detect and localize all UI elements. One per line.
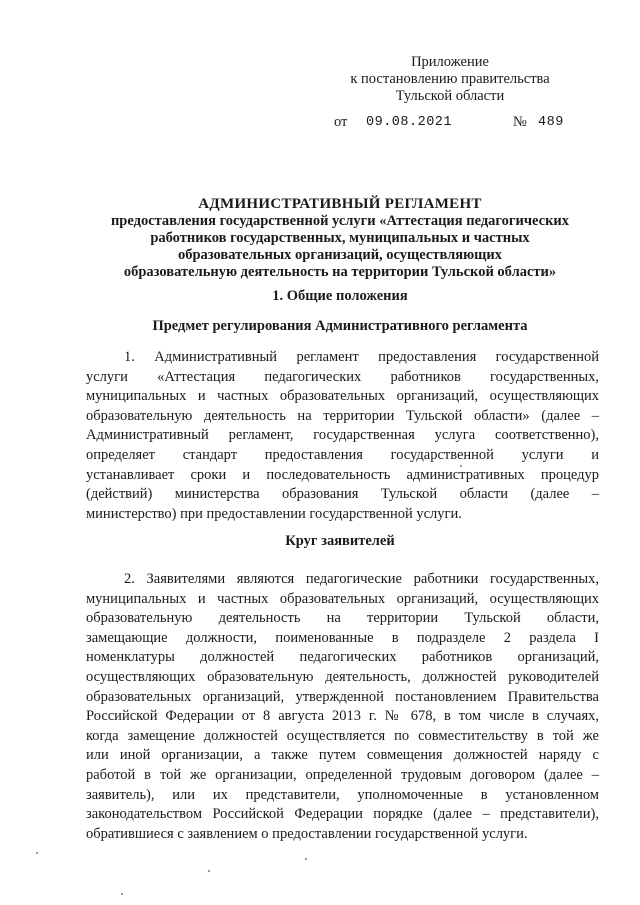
paragraph-line: заявитель), или их представители, уполномоченные в установленном <box>86 786 599 803</box>
regulation-title <box>100 196 580 281</box>
regulation-title-line: образовательных организаций, осуществляющих <box>177 247 502 263</box>
paragraph-line: законодательством Российской Федерации порядке (далее – представители), <box>86 806 599 823</box>
paragraph-line: муниципальных и частных образовательных организаций, осуществляющих <box>86 590 599 607</box>
paragraph-line: (действий) министерства образования Тульской области (далее – <box>86 486 599 503</box>
paragraph-line: устанавливает сроки и последовательность административных процедур <box>86 466 599 483</box>
paragraph-line: 1. Административный регламент предоставления государственной <box>124 349 599 365</box>
paragraph-2 <box>86 570 599 844</box>
paragraph-line: министерство) при предоставлении государственной услуги. <box>86 505 462 522</box>
paragraph-line: или иной организации, а также путем совмещения должностей наряду с <box>86 747 599 764</box>
section-heading-general: 1. Общие положения <box>272 288 408 304</box>
decree-details <box>0 114 640 134</box>
paragraph-line: осуществляющих образовательную деятельность, должностей руководителей <box>86 668 599 685</box>
scan-speck <box>208 870 210 872</box>
regulation-title-line: работников государственных, муниципальных и частных <box>150 230 530 246</box>
paragraph-line: услуги «Аттестация педагогических работников государственных, <box>86 368 599 385</box>
paragraph-line: муниципальных и частных образовательных организаций, осуществляющих <box>86 388 599 405</box>
paragraph-line: 2. Заявителями являются педагогические работники государственных, <box>124 571 599 587</box>
date-prefix: от <box>334 114 348 130</box>
annex-title: Приложение <box>411 54 489 70</box>
paragraph-line: образовательную деятельность на территории Тульской области, <box>86 610 599 627</box>
annex-reference: к постановлению правительства <box>350 71 550 87</box>
number-prefix: № <box>513 114 527 130</box>
paragraph-line: обратившиеся с заявлением о предоставлении государственной услуги. <box>86 825 528 842</box>
annex-region: Тульской области <box>395 88 505 104</box>
regulation-title-line: предоставления государственной услуги «Аттестация педагогических <box>110 213 570 229</box>
regulation-title-line: образовательную деятельность на территории Тульской области» <box>123 264 557 280</box>
regulation-title-main: АДМИНИСТРАТИВНЫЙ РЕГЛАМЕНТ <box>198 196 482 212</box>
decree-number: 489 <box>538 115 564 130</box>
paragraph-line: когда замещение должностей осуществляется по совместительству в той же <box>86 727 599 744</box>
paragraph-1 <box>86 348 599 524</box>
paragraph-line: определяет стандарт предоставления государственной услуги и <box>86 446 599 463</box>
subject-heading: Предмет регулирования Административного регламента <box>152 318 528 334</box>
scan-speck <box>305 858 307 860</box>
paragraph-line: Российской Федерации от 8 августа 2013 г. № 678, в том числе в случаях, <box>86 708 599 725</box>
applicants-heading: Круг заявителей <box>285 533 395 549</box>
annex-block <box>330 54 570 105</box>
decree-date: 09.08.2021 <box>366 115 453 130</box>
scan-speck <box>460 465 462 467</box>
paragraph-line: Административный регламент, государственная услуга соответственно), <box>86 427 599 444</box>
scan-speck <box>121 893 123 895</box>
paragraph-line: номенклатуры должностей педагогических работников организаций, <box>86 649 599 666</box>
scan-speck <box>36 852 38 854</box>
paragraph-line: образовательных организаций, утвержденной постановлением Правительства <box>86 688 599 705</box>
paragraph-line: работой в той же организации, определенной трудовым договором (далее – <box>86 766 599 783</box>
paragraph-line: замещающие должности, поименованные в подразделе 2 раздела I <box>86 629 599 646</box>
paragraph-line: образовательную деятельность на территории Тульской области» (далее – <box>86 407 599 424</box>
